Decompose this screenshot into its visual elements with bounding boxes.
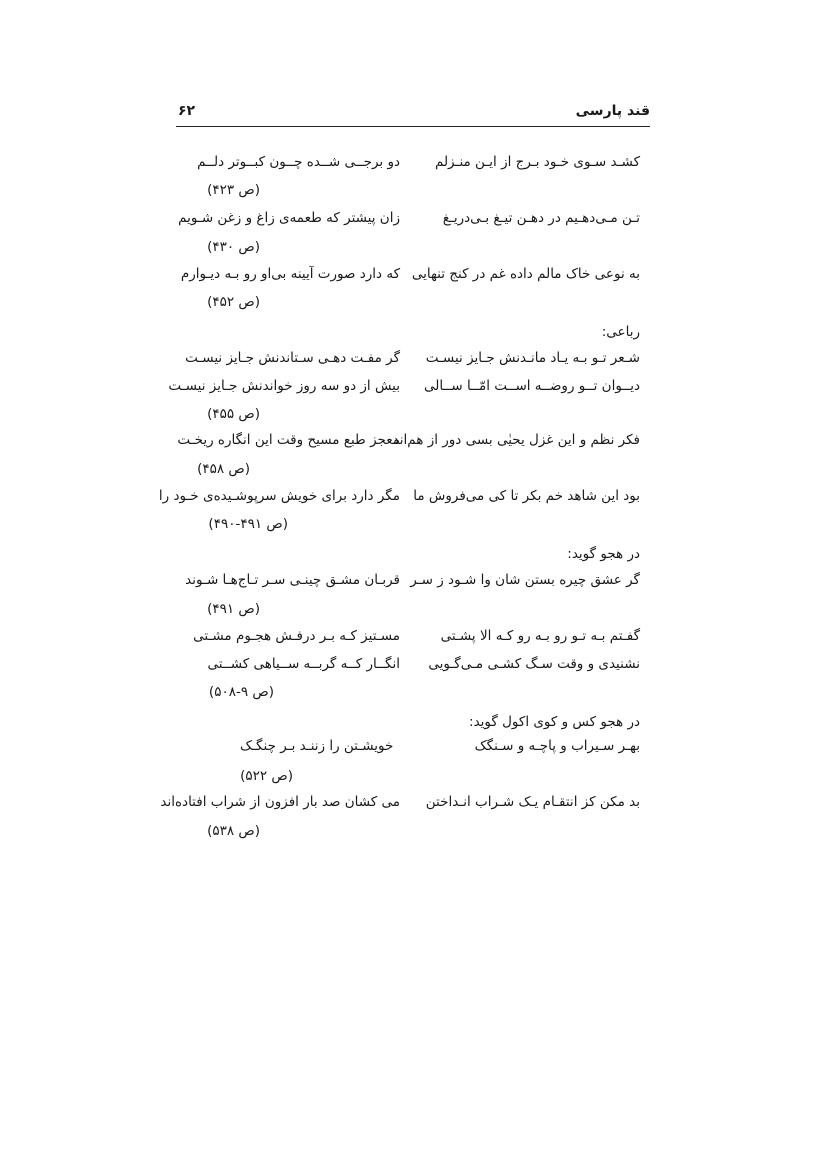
first-hemistich: شـعر تـو بـه یـاد مانـدنش جـایز نیسـت <box>425 350 640 366</box>
first-hemistich: فکر نظم و این غزل یحیٰی بسی دور از هم‌اند <box>392 432 640 448</box>
section-label: در هجو کس و کوی اکول گوید: <box>469 714 640 730</box>
verse-block <box>180 260 640 310</box>
second-hemistich: معجز طبع مسیح وقت این انگاره ریخـت <box>177 432 400 448</box>
verse-block <box>190 148 640 198</box>
second-hemistich: انگــار کــه گربــه ســیاهی کشــتی <box>207 656 400 672</box>
first-hemistich: گر عشق چیره بستن شان وا شـود ز سـر <box>410 572 640 588</box>
page-reference: (ص ۴۵۵) <box>207 406 260 422</box>
couplet <box>185 344 640 372</box>
page-reference: (ص ۴۵۲) <box>207 294 260 310</box>
couplet <box>180 260 640 288</box>
book-title: قند پارسی <box>575 103 650 119</box>
couplet <box>158 482 640 510</box>
first-hemistich: کشـد سـوی خـود بـرج از ایـن منـزلم <box>434 154 640 170</box>
first-hemistich: گفـتم بـه تـو رو بـه رو کـه الا پشـتی <box>440 628 640 644</box>
second-hemistich: بیش از دو سه روز خواندنش جـایز نیسـت <box>168 378 400 394</box>
page-reference: (ص ۴۵۸) <box>197 461 250 477</box>
verse-block <box>177 426 640 477</box>
verse-block <box>190 622 640 700</box>
first-hemistich: نشنیدی و وقت سـگ کشـی مـی‌گـویی <box>428 656 640 672</box>
page-reference: (ص ۹-۵۰۸) <box>208 684 274 700</box>
second-hemistich: زان پیشتر که طعمه‌ی زاغ و زغن شـویم <box>178 210 400 226</box>
verse-block <box>158 482 640 532</box>
verse-block <box>160 788 640 839</box>
section-label: رباعی: <box>601 324 640 340</box>
first-hemistich: دیــوان تــو روضــه اســت امّــا ســالی <box>424 378 640 394</box>
couplet <box>190 732 640 760</box>
couplet <box>190 622 640 650</box>
couplet <box>190 650 640 678</box>
first-hemistich: بود این شاهد خم بکر تا کی می‌فروش ما <box>413 488 640 504</box>
second-hemistich: می کشان صد بار افزون از شراب افتاده‌اند <box>160 794 400 810</box>
second-hemistich: که دارد صورت آیینه بی‌او رو بـه دیـوارم <box>180 266 400 282</box>
couplet <box>160 788 640 816</box>
second-hemistich: دو برجــی شــده چــون کبــوتر دلــم <box>197 154 400 170</box>
page-reference: (ص ۴۲۳) <box>207 182 260 198</box>
first-hemistich: بد مکن کز انتقـام یـک شـراب انـداختن <box>425 794 640 810</box>
page-reference: (ص ۵۲۲) <box>240 768 293 784</box>
second-hemistich: خویشـتن را زننـد بـر چنگـک <box>240 738 394 754</box>
section-label: در هجو گوید: <box>567 546 640 562</box>
second-hemistich: قربـان مشـق چینـی سـر تـاج‌هـا شـوند <box>185 572 400 588</box>
first-hemistich: به نوعی خاک مالم داده غم در کنج تنهایی <box>411 266 640 282</box>
first-hemistich: تـن مـی‌دهـیم در دهـن تیـغ بـی‌دریـغ <box>442 210 640 226</box>
second-hemistich: مسـتیز کـه بـر درفـش هجـوم مشـتی <box>193 628 400 644</box>
page-reference: (ص ۴۳۰) <box>207 239 260 255</box>
couplet <box>178 204 640 232</box>
page-reference: (ص ۴۹۱) <box>207 601 260 617</box>
couplet <box>177 426 640 454</box>
page-number: ۶۲ <box>178 103 196 119</box>
couplet <box>168 372 640 400</box>
page-reference: (ص ۵۳۸) <box>207 823 260 839</box>
first-hemistich: بهـر سـیراب و پاچـه و سـنگک <box>474 738 640 754</box>
page-reference: (ص ۴۹۱-۴۹۰) <box>208 516 288 532</box>
second-hemistich: مگر دارد برای خویش سرپوشـیده‌ی خـود را <box>158 488 400 504</box>
verse-block <box>178 204 640 255</box>
couplet <box>190 148 640 176</box>
couplet <box>185 566 640 594</box>
second-hemistich: گر مفـت دهـی سـتاندنش جـایز نیسـت <box>185 350 400 366</box>
